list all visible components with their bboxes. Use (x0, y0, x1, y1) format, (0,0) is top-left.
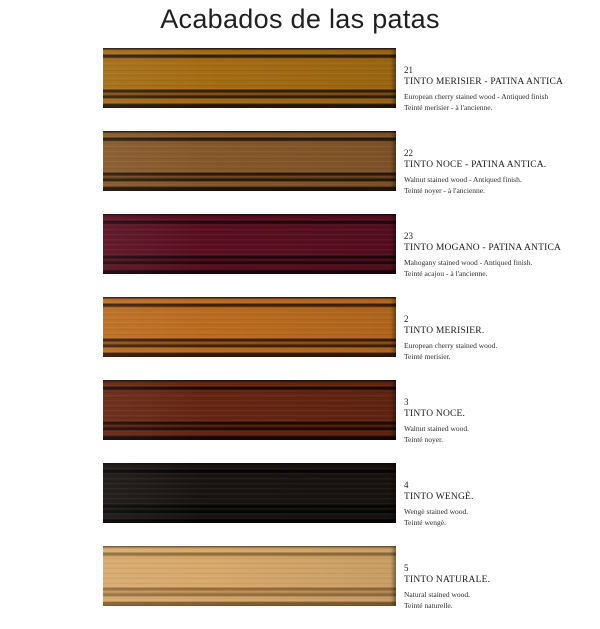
finish-label (404, 380, 596, 444)
finish-number: 22 (404, 148, 413, 158)
finish-desc-fr: Teinté merisier - à l'ancienne. (404, 103, 493, 112)
finish-number: 3 (404, 397, 409, 407)
finish-desc-fr: Teinté noyer - à l'ancienne. (404, 186, 485, 195)
finish-number: 2 (404, 314, 409, 324)
finish-desc-fr: Teinté noyer. (404, 435, 444, 444)
finish-number: 21 (404, 65, 413, 75)
finish-name: TINTO NATURALE. (404, 575, 491, 585)
finish-row (103, 380, 596, 444)
wood-sample-swatch (103, 463, 396, 523)
finish-label (404, 297, 596, 361)
finish-row (103, 214, 596, 278)
finish-row (103, 297, 596, 361)
finish-number: 4 (404, 480, 409, 490)
finish-desc-en: European cherry stained wood - Antiqued finish (404, 92, 549, 101)
wood-sample-swatch (103, 214, 396, 274)
wood-sample-swatch (103, 48, 396, 108)
wood-sample-swatch (103, 297, 396, 357)
finish-desc-fr: Teinté merisier. (404, 352, 451, 361)
finish-label (404, 131, 596, 195)
finish-desc-en: Mahogany stained wood - Antiqued finish. (404, 258, 533, 267)
wood-sample-swatch (103, 131, 396, 191)
finish-list (103, 48, 596, 629)
finish-label (404, 48, 596, 112)
finish-desc-fr: Teinté wengè. (404, 518, 446, 527)
finish-row (103, 463, 596, 527)
finish-row (103, 131, 596, 195)
finish-name: TINTO MERISIER. (404, 326, 485, 336)
page-title: Acabados de las patas (160, 4, 440, 34)
wood-sample-swatch (103, 546, 396, 606)
finish-desc-en: European cherry stained wood. (404, 341, 498, 350)
finish-row (103, 546, 596, 610)
finish-label (404, 214, 596, 278)
finish-number: 23 (404, 231, 413, 241)
finish-name: TINTO NOCE. (404, 409, 466, 419)
finish-desc-en: Walnut stained wood - Antiqued finish. (404, 175, 522, 184)
finish-desc-en: Walnut stained wood. (404, 424, 470, 433)
finish-label (404, 546, 596, 610)
wood-sample-swatch (103, 380, 396, 440)
finish-name: TINTO NOCE - PATINA ANTICA. (404, 160, 547, 170)
finish-name: TINTO WENGÈ. (404, 492, 474, 502)
finish-number: 5 (404, 563, 409, 573)
finish-desc-fr: Teinté naturelle. (404, 601, 453, 610)
finish-name: TINTO MOGANO - PATINA ANTICA (404, 243, 562, 253)
finish-label (404, 463, 596, 527)
finish-name: TINTO MERISIER - PATINA ANTICA (404, 77, 564, 87)
finish-row (103, 48, 596, 112)
finish-desc-en: Natural stained wood. (404, 590, 471, 599)
finish-desc-fr: Teinté acajou - à l'ancienne. (404, 269, 488, 278)
finish-desc-en: Wengè stained wood. (404, 507, 469, 516)
